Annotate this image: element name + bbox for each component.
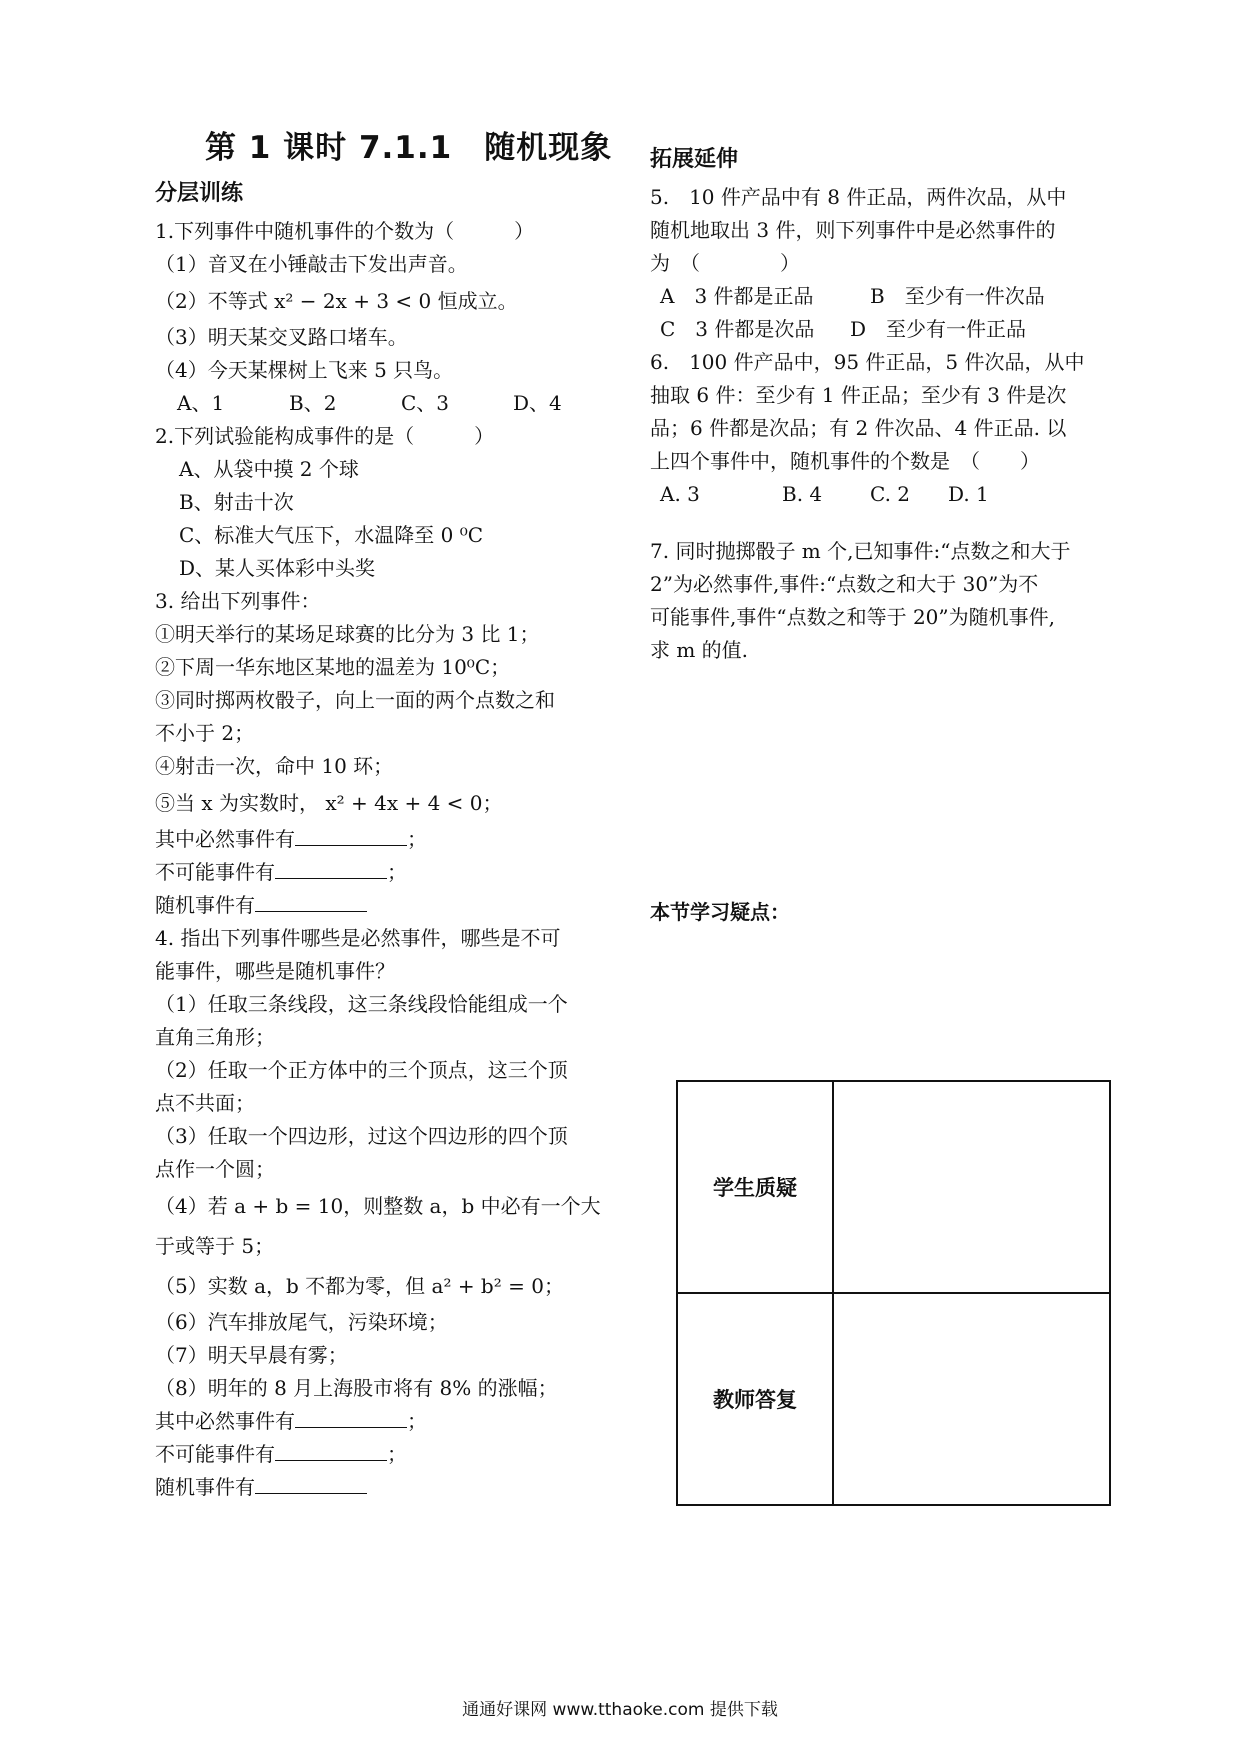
fill-label: 随机事件有 <box>155 893 255 917</box>
q4-fill-certain: 其中必然事件有 ； <box>155 1409 427 1433</box>
fill-label: 其中必然事件有 <box>155 1409 295 1433</box>
q1-stem: 1.下列事件中随机事件的个数为（ ） <box>155 219 535 243</box>
q6-line: 品；6 件都是次品；有 2 件次品、4 件正品. 以 <box>650 416 1067 440</box>
q1-option-a: A、1 <box>177 391 225 415</box>
q5-option-d: D 至少有一件正品 <box>850 317 1027 341</box>
q6-line: 抽取 6 件：至少有 1 件正品；至少有 3 件是次 <box>650 383 1067 407</box>
q5-line: 为 （ ） <box>650 251 800 275</box>
footer-credit: 通通好课网 www.tthaoke.com 提供下载 <box>462 1700 778 1720</box>
q6-line: 上四个事件中，随机事件的个数是 （ ） <box>650 449 1040 473</box>
teacher-answer-label: 教师答复 <box>677 1293 833 1505</box>
q7-line: 7. 同时抛掷骰子 m 个,已知事件:“点数之和大于 <box>650 539 1071 563</box>
q3-item: ③同时掷两枚骰子，向上一面的两个点数之和 <box>155 688 555 712</box>
q4-item: （3）任取一个四边形，过这个四边形的四个顶 <box>155 1124 568 1148</box>
q4-item: （1）任取三条线段，这三条线段恰能组成一个 <box>155 992 568 1016</box>
answer-blank[interactable] <box>275 858 387 879</box>
q2-option-b: B、射击十次 <box>179 490 294 514</box>
q5-line: 5. 10 件产品中有 8 件正品，两件次品，从中 <box>650 185 1067 209</box>
fill-label: 不可能事件有 <box>155 1442 275 1466</box>
q3-item: ④射击一次，命中 10 环； <box>155 754 394 778</box>
q7-line: 2”为必然事件,事件:“点数之和大于 30”为不 <box>650 572 1039 596</box>
q1-option-c: C、3 <box>401 391 450 415</box>
q4-item: 直角三角形； <box>155 1025 275 1049</box>
q4-item: （7）明天早晨有雾； <box>155 1343 348 1367</box>
fill-label: 不可能事件有 <box>155 860 275 884</box>
q2-option-a: A、从袋中摸 2 个球 <box>179 457 359 481</box>
q1-option-b: B、2 <box>289 391 337 415</box>
q4-item: （2）任取一个正方体中的三个顶点，这三个顶 <box>155 1058 568 1082</box>
fill-label: 随机事件有 <box>155 1475 255 1499</box>
q3-item: 不小于 2； <box>155 721 255 745</box>
q4-item: 点不共面； <box>155 1091 255 1115</box>
q1-item: （1）音叉在小锤敲击下发出声音。 <box>155 252 468 276</box>
q3-item: ①明天举行的某场足球赛的比分为 3 比 1； <box>155 622 540 646</box>
q4-fill-random <box>155 1471 617 1504</box>
q2-stem: 2.下列试验能构成事件的是（ ） <box>155 424 495 448</box>
q5-options-row2 <box>650 313 1102 346</box>
q4-item: （5）实数 a，b 不都为零，但 a² + b² = 0； <box>155 1274 564 1298</box>
q4-item: 于或等于 5； <box>155 1234 275 1258</box>
q4-fill-impossible: 不可能事件有 ； <box>155 1442 407 1466</box>
answer-blank[interactable] <box>255 1473 367 1494</box>
q4-item: （4）若 a + b = 10，则整数 a，b 中必有一个大 <box>155 1194 601 1218</box>
q6-option-c: C. 2 <box>870 482 911 506</box>
section-heading-extension: 拓展延伸 <box>650 147 739 172</box>
q5-option-b: B 至少有一件次品 <box>870 284 1045 308</box>
teacher-answer-area[interactable] <box>833 1293 1110 1505</box>
q6-option-a: A. 3 <box>660 482 700 506</box>
q3-stem: 3. 给出下列事件： <box>155 589 321 613</box>
q6-line: 6. 100 件产品中，95 件正品，5 件次品，从中 <box>650 350 1085 374</box>
answer-blank[interactable] <box>275 1440 387 1461</box>
left-column <box>155 176 617 1504</box>
answer-blank[interactable] <box>295 825 407 846</box>
q3-fill-certain: 其中必然事件有 ； <box>155 827 427 851</box>
right-column <box>650 142 1102 667</box>
fill-label: 其中必然事件有 <box>155 827 295 851</box>
q3-fill-impossible: 不可能事件有 ； <box>155 860 407 884</box>
answer-blank[interactable] <box>255 891 367 912</box>
q2-option-d: D、某人买体彩中头奖 <box>179 556 376 580</box>
student-question-label: 学生质疑 <box>677 1081 833 1293</box>
q6-option-b: B. 4 <box>782 482 823 506</box>
q2-option-c: C、标准大气压下，水温降至 0 ⁰C <box>179 523 484 547</box>
q1-options <box>155 387 617 420</box>
q4-item: （8）明年的 8 月上海股市将有 8% 的涨幅； <box>155 1376 558 1400</box>
q1-option-d: D、4 <box>513 391 562 415</box>
q7-line: 求 m 的值. <box>650 638 749 662</box>
q1-item: （4）今天某棵树上飞来 5 只鸟。 <box>155 358 454 382</box>
q4-stem: 能事件，哪些是随机事件？ <box>155 959 395 983</box>
section-heading-layered-training: 分层训练 <box>155 181 244 206</box>
q3-item: ⑤当 x 为实数时， x² + 4x + 4 < 0； <box>155 791 503 815</box>
q5-line: 随机地取出 3 件，则下列事件中是必然事件的 <box>650 218 1056 242</box>
q6-options <box>650 478 1102 511</box>
page-title: 第 1 课时 7.1.1 随机现象 <box>205 130 613 166</box>
study-doubts-label: 本节学习疑点： <box>650 900 790 924</box>
q4-stem: 4. 指出下列事件哪些是必然事件，哪些是不可 <box>155 926 561 950</box>
q1-item: （3）明天某交叉路口堵车。 <box>155 325 408 349</box>
q3-item: ②下周一华东地区某地的温差为 10⁰C； <box>155 655 511 679</box>
q5-options-row1 <box>650 280 1102 313</box>
q5-option-c: C 3 件都是次品 <box>660 317 815 341</box>
q7-line: 可能事件,事件“点数之和等于 20”为随机事件, <box>650 605 1055 629</box>
q5-option-a: A 3 件都是正品 <box>660 284 814 308</box>
q4-item: 点作一个圆； <box>155 1157 275 1181</box>
answer-blank[interactable] <box>295 1407 407 1428</box>
q3-fill-random <box>155 889 617 922</box>
q6-option-d: D. 1 <box>948 482 989 506</box>
q4-item: （6）汽车排放尾气，污染环境； <box>155 1310 448 1334</box>
q1-item: （2）不等式 x² − 2x + 3 < 0 恒成立。 <box>155 289 518 313</box>
qa-table <box>676 1080 1111 1506</box>
student-question-area[interactable] <box>833 1081 1110 1293</box>
